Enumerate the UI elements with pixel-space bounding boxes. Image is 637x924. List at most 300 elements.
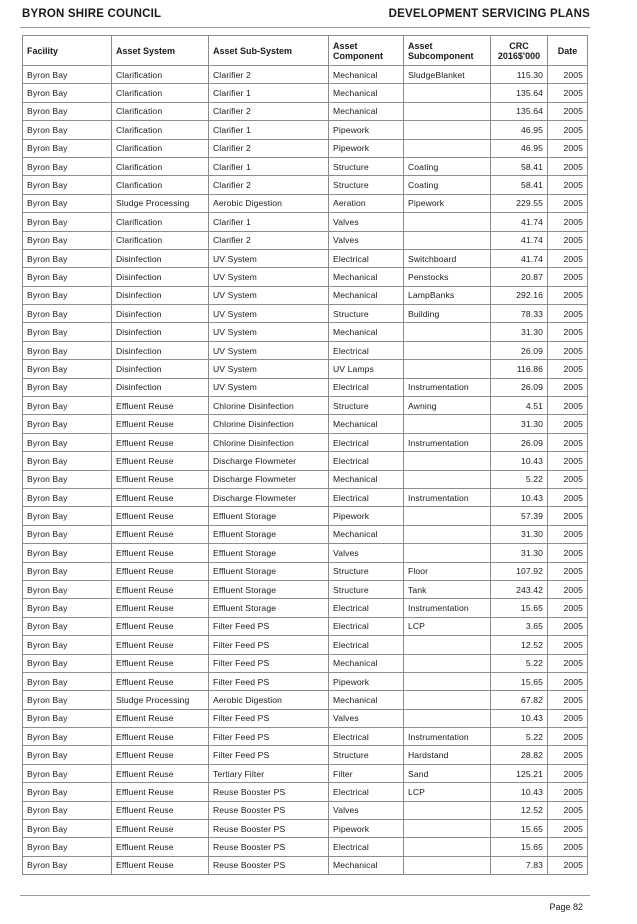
- table-cell: Mechanical: [329, 856, 404, 874]
- table-cell: Disinfection: [112, 360, 209, 378]
- table-cell: 2005: [548, 268, 588, 286]
- table-cell: UV System: [209, 378, 329, 396]
- table-cell: Byron Bay: [23, 636, 112, 654]
- table-cell: Effluent Reuse: [112, 820, 209, 838]
- table-cell: Byron Bay: [23, 856, 112, 874]
- table-cell: 2005: [548, 194, 588, 212]
- table-cell: Effluent Reuse: [112, 746, 209, 764]
- table-row: [23, 433, 588, 451]
- table-cell: Clarification: [112, 176, 209, 194]
- table-cell: Pipework: [329, 672, 404, 690]
- table-cell: Effluent Reuse: [112, 672, 209, 690]
- table-cell: Effluent Reuse: [112, 617, 209, 635]
- table-cell: Effluent Reuse: [112, 709, 209, 727]
- table-cell: 2005: [548, 599, 588, 617]
- table-cell: Reuse Booster PS: [209, 801, 329, 819]
- table-cell: Filter Feed PS: [209, 636, 329, 654]
- table-cell: 292.16: [491, 286, 548, 304]
- table-cell: Effluent Reuse: [112, 636, 209, 654]
- table-cell: Byron Bay: [23, 746, 112, 764]
- table-cell: Chlorine Disinfection: [209, 397, 329, 415]
- table-cell: [404, 341, 491, 359]
- table-cell: Effluent Reuse: [112, 599, 209, 617]
- page-number: Page 82: [549, 902, 583, 912]
- table-cell: Discharge Flowmeter: [209, 470, 329, 488]
- table-cell: Aerobic Digestion: [209, 194, 329, 212]
- table-cell: Byron Bay: [23, 360, 112, 378]
- table-cell: 2005: [548, 728, 588, 746]
- table-cell: [404, 470, 491, 488]
- table-cell: Electrical: [329, 341, 404, 359]
- table-cell: Tank: [404, 580, 491, 598]
- table-cell: Sand: [404, 764, 491, 782]
- table-cell: 2005: [548, 764, 588, 782]
- table-cell: 107.92: [491, 562, 548, 580]
- table-cell: 2005: [548, 525, 588, 543]
- table-cell: UV System: [209, 360, 329, 378]
- table-cell: 41.74: [491, 213, 548, 231]
- table-cell: UV System: [209, 341, 329, 359]
- table-cell: Valves: [329, 801, 404, 819]
- table-cell: [404, 139, 491, 157]
- table-cell: Effluent Reuse: [112, 544, 209, 562]
- table-cell: Mechanical: [329, 525, 404, 543]
- table-cell: 2005: [548, 801, 588, 819]
- table-cell: [404, 856, 491, 874]
- table-cell: 2005: [548, 617, 588, 635]
- table-cell: 12.52: [491, 636, 548, 654]
- table-row: [23, 341, 588, 359]
- table-cell: Byron Bay: [23, 801, 112, 819]
- table-cell: Byron Bay: [23, 341, 112, 359]
- table-cell: Electrical: [329, 636, 404, 654]
- table-cell: Byron Bay: [23, 213, 112, 231]
- table-cell: Aerobic Digestion: [209, 691, 329, 709]
- table-cell: Byron Bay: [23, 544, 112, 562]
- table-row: [23, 488, 588, 506]
- table-cell: 2005: [548, 305, 588, 323]
- table-cell: 2005: [548, 249, 588, 267]
- table-cell: 5.22: [491, 654, 548, 672]
- table-cell: Byron Bay: [23, 157, 112, 175]
- table-cell: Byron Bay: [23, 249, 112, 267]
- table-cell: 243.42: [491, 580, 548, 598]
- table-cell: Electrical: [329, 378, 404, 396]
- table-cell: 7.83: [491, 856, 548, 874]
- table-cell: Byron Bay: [23, 838, 112, 856]
- table-cell: Effluent Reuse: [112, 488, 209, 506]
- table-cell: Mechanical: [329, 470, 404, 488]
- table-cell: [404, 525, 491, 543]
- table-row: [23, 580, 588, 598]
- table-cell: Sludge Processing: [112, 194, 209, 212]
- table-cell: Mechanical: [329, 268, 404, 286]
- council-name: BYRON SHIRE COUNCIL: [22, 8, 162, 20]
- table-cell: Byron Bay: [23, 139, 112, 157]
- table-cell: [404, 415, 491, 433]
- table-row: [23, 194, 588, 212]
- table-cell: 2005: [548, 378, 588, 396]
- column-header: Asset Sub-System: [209, 36, 329, 66]
- table-cell: Effluent Reuse: [112, 654, 209, 672]
- table-cell: Disinfection: [112, 286, 209, 304]
- table-cell: Byron Bay: [23, 268, 112, 286]
- table-cell: Reuse Booster PS: [209, 838, 329, 856]
- table-cell: 31.30: [491, 544, 548, 562]
- table-row: [23, 507, 588, 525]
- table-cell: Instrumentation: [404, 728, 491, 746]
- table-cell: Building: [404, 305, 491, 323]
- table-cell: Sludge Processing: [112, 691, 209, 709]
- table-cell: Effluent Storage: [209, 599, 329, 617]
- table-cell: 2005: [548, 323, 588, 341]
- table-cell: Byron Bay: [23, 728, 112, 746]
- table-cell: 2005: [548, 544, 588, 562]
- table-cell: Byron Bay: [23, 709, 112, 727]
- table-cell: Byron Bay: [23, 415, 112, 433]
- table-row: [23, 415, 588, 433]
- table-row: [23, 286, 588, 304]
- table-row: [23, 470, 588, 488]
- table-cell: [404, 691, 491, 709]
- table-row: [23, 820, 588, 838]
- table-body: [23, 66, 588, 875]
- table-cell: 2005: [548, 286, 588, 304]
- table-cell: Electrical: [329, 783, 404, 801]
- table-cell: Effluent Reuse: [112, 525, 209, 543]
- table-cell: 116.86: [491, 360, 548, 378]
- table-cell: 2005: [548, 691, 588, 709]
- table-cell: Clarification: [112, 231, 209, 249]
- table-cell: 41.74: [491, 231, 548, 249]
- table-cell: Clarifier 2: [209, 139, 329, 157]
- table-cell: [404, 709, 491, 727]
- table-cell: 2005: [548, 654, 588, 672]
- table-cell: Structure: [329, 562, 404, 580]
- table-cell: Byron Bay: [23, 397, 112, 415]
- table-cell: Reuse Booster PS: [209, 856, 329, 874]
- table-cell: [404, 672, 491, 690]
- table-row: [23, 397, 588, 415]
- table-cell: Byron Bay: [23, 764, 112, 782]
- table-cell: Coating: [404, 157, 491, 175]
- table-cell: Byron Bay: [23, 691, 112, 709]
- column-header: Asset System: [112, 36, 209, 66]
- table-cell: Electrical: [329, 728, 404, 746]
- table-cell: 2005: [548, 213, 588, 231]
- table-cell: Byron Bay: [23, 470, 112, 488]
- table-cell: Structure: [329, 305, 404, 323]
- table-cell: 2005: [548, 709, 588, 727]
- table-cell: Byron Bay: [23, 231, 112, 249]
- table-cell: Disinfection: [112, 268, 209, 286]
- table-cell: Effluent Reuse: [112, 728, 209, 746]
- table-cell: 41.74: [491, 249, 548, 267]
- table-cell: 12.52: [491, 801, 548, 819]
- table-cell: Electrical: [329, 433, 404, 451]
- table-cell: Discharge Flowmeter: [209, 488, 329, 506]
- table-cell: 15.65: [491, 672, 548, 690]
- table-cell: 31.30: [491, 415, 548, 433]
- table-row: [23, 452, 588, 470]
- table-cell: 115.30: [491, 66, 548, 84]
- table-cell: Byron Bay: [23, 305, 112, 323]
- table-cell: Electrical: [329, 249, 404, 267]
- table-cell: Effluent Reuse: [112, 433, 209, 451]
- table-cell: Disinfection: [112, 323, 209, 341]
- table-cell: Switchboard: [404, 249, 491, 267]
- table-cell: Filter Feed PS: [209, 672, 329, 690]
- table-cell: Clarification: [112, 121, 209, 139]
- table-cell: 2005: [548, 580, 588, 598]
- table-cell: Effluent Storage: [209, 507, 329, 525]
- table-row: [23, 783, 588, 801]
- table-cell: 10.43: [491, 488, 548, 506]
- table-cell: Byron Bay: [23, 323, 112, 341]
- table-cell: UV System: [209, 268, 329, 286]
- table-row: [23, 249, 588, 267]
- table-cell: 5.22: [491, 728, 548, 746]
- table-cell: UV System: [209, 286, 329, 304]
- table-cell: Clarification: [112, 139, 209, 157]
- table-row: [23, 121, 588, 139]
- table-cell: Byron Bay: [23, 84, 112, 102]
- table-cell: 2005: [548, 746, 588, 764]
- table-row: [23, 764, 588, 782]
- table-cell: Disinfection: [112, 249, 209, 267]
- table-cell: 135.64: [491, 102, 548, 120]
- table-cell: Chlorine Disinfection: [209, 433, 329, 451]
- table-cell: LCP: [404, 783, 491, 801]
- table-cell: Tertiary Filter: [209, 764, 329, 782]
- column-header: Asset Subcomponent: [404, 36, 491, 66]
- table-cell: Mechanical: [329, 323, 404, 341]
- table-cell: Structure: [329, 397, 404, 415]
- table-cell: 2005: [548, 507, 588, 525]
- table-cell: 26.09: [491, 378, 548, 396]
- table-cell: Filter Feed PS: [209, 728, 329, 746]
- table-cell: 15.65: [491, 820, 548, 838]
- table-cell: Hardstand: [404, 746, 491, 764]
- table-cell: 28.82: [491, 746, 548, 764]
- table-cell: Instrumentation: [404, 433, 491, 451]
- table-cell: 2005: [548, 84, 588, 102]
- column-header: Facility: [23, 36, 112, 66]
- table-row: [23, 305, 588, 323]
- table-cell: Electrical: [329, 488, 404, 506]
- table-cell: Mechanical: [329, 654, 404, 672]
- table-cell: [404, 213, 491, 231]
- table-cell: Filter Feed PS: [209, 617, 329, 635]
- table-cell: [404, 452, 491, 470]
- table-cell: Reuse Booster PS: [209, 783, 329, 801]
- table-cell: Filter Feed PS: [209, 654, 329, 672]
- table-cell: [404, 84, 491, 102]
- table-cell: Effluent Storage: [209, 562, 329, 580]
- table-cell: 2005: [548, 341, 588, 359]
- table-row: [23, 728, 588, 746]
- table-cell: Effluent Reuse: [112, 838, 209, 856]
- table-cell: Pipework: [329, 507, 404, 525]
- table-row: [23, 599, 588, 617]
- table-cell: Filter Feed PS: [209, 746, 329, 764]
- column-header: Date: [548, 36, 588, 66]
- table-cell: 31.30: [491, 323, 548, 341]
- table-cell: 67.82: [491, 691, 548, 709]
- table-cell: Byron Bay: [23, 672, 112, 690]
- table-cell: Disinfection: [112, 341, 209, 359]
- table-cell: Valves: [329, 213, 404, 231]
- table-row: [23, 84, 588, 102]
- table-cell: Effluent Reuse: [112, 452, 209, 470]
- table-cell: Coating: [404, 176, 491, 194]
- table-cell: Mechanical: [329, 84, 404, 102]
- table-cell: [404, 121, 491, 139]
- table-cell: Filter Feed PS: [209, 709, 329, 727]
- table-row: [23, 672, 588, 690]
- table-cell: 2005: [548, 102, 588, 120]
- table-cell: 78.33: [491, 305, 548, 323]
- table-cell: Byron Bay: [23, 617, 112, 635]
- table-cell: 2005: [548, 415, 588, 433]
- footer-divider: [20, 895, 590, 896]
- table-row: [23, 856, 588, 874]
- table-cell: Structure: [329, 176, 404, 194]
- table-cell: Byron Bay: [23, 102, 112, 120]
- table-cell: 5.22: [491, 470, 548, 488]
- table-cell: Byron Bay: [23, 654, 112, 672]
- table-cell: Clarifier 2: [209, 102, 329, 120]
- table-cell: LampBanks: [404, 286, 491, 304]
- table-row: [23, 617, 588, 635]
- table-cell: 2005: [548, 66, 588, 84]
- column-header: CRC 2016$'000: [491, 36, 548, 66]
- table-cell: Byron Bay: [23, 66, 112, 84]
- table-row: [23, 544, 588, 562]
- table-cell: 2005: [548, 562, 588, 580]
- table-row: [23, 838, 588, 856]
- table-cell: UV System: [209, 249, 329, 267]
- table-cell: [404, 323, 491, 341]
- table-cell: Aeration: [329, 194, 404, 212]
- table-cell: Byron Bay: [23, 820, 112, 838]
- table-row: [23, 562, 588, 580]
- table-cell: Clarifier 2: [209, 231, 329, 249]
- table-row: [23, 360, 588, 378]
- table-cell: Awning: [404, 397, 491, 415]
- table-cell: Structure: [329, 746, 404, 764]
- table-cell: Byron Bay: [23, 286, 112, 304]
- table-cell: 15.65: [491, 838, 548, 856]
- table-row: [23, 213, 588, 231]
- table-cell: 229.55: [491, 194, 548, 212]
- table-cell: Effluent Reuse: [112, 397, 209, 415]
- table-cell: Clarifier 1: [209, 121, 329, 139]
- table-cell: 2005: [548, 470, 588, 488]
- table-cell: [404, 544, 491, 562]
- table-cell: Instrumentation: [404, 378, 491, 396]
- table-cell: Effluent Reuse: [112, 764, 209, 782]
- table-cell: 2005: [548, 360, 588, 378]
- table-cell: Byron Bay: [23, 507, 112, 525]
- table-cell: Effluent Reuse: [112, 580, 209, 598]
- table-cell: 2005: [548, 157, 588, 175]
- table-cell: UV Lamps: [329, 360, 404, 378]
- table-cell: [404, 360, 491, 378]
- table-cell: Instrumentation: [404, 599, 491, 617]
- table-row: [23, 525, 588, 543]
- table-cell: Effluent Reuse: [112, 415, 209, 433]
- table-cell: Valves: [329, 544, 404, 562]
- table-cell: Byron Bay: [23, 121, 112, 139]
- table-cell: 2005: [548, 433, 588, 451]
- table-header-row: [23, 36, 588, 66]
- table-cell: Byron Bay: [23, 176, 112, 194]
- table-cell: Effluent Storage: [209, 544, 329, 562]
- table-cell: [404, 507, 491, 525]
- table-cell: 125.21: [491, 764, 548, 782]
- table-cell: Electrical: [329, 599, 404, 617]
- table-row: [23, 709, 588, 727]
- table-cell: Mechanical: [329, 286, 404, 304]
- table-cell: Mechanical: [329, 415, 404, 433]
- table-cell: Effluent Reuse: [112, 783, 209, 801]
- document-title: DEVELOPMENT SERVICING PLANS: [388, 8, 590, 20]
- table-cell: Byron Bay: [23, 452, 112, 470]
- table-cell: Penstocks: [404, 268, 491, 286]
- table-cell: 26.09: [491, 341, 548, 359]
- table-cell: 10.43: [491, 783, 548, 801]
- table-cell: Valves: [329, 231, 404, 249]
- table-cell: Effluent Reuse: [112, 856, 209, 874]
- table-row: [23, 654, 588, 672]
- table-row: [23, 157, 588, 175]
- table-cell: Structure: [329, 580, 404, 598]
- table-cell: Clarifier 2: [209, 176, 329, 194]
- table-cell: 135.64: [491, 84, 548, 102]
- table-cell: [404, 838, 491, 856]
- table-cell: Effluent Reuse: [112, 470, 209, 488]
- table-cell: [404, 102, 491, 120]
- table-cell: 2005: [548, 672, 588, 690]
- table-cell: Byron Bay: [23, 488, 112, 506]
- table-cell: Clarification: [112, 157, 209, 175]
- table-cell: 10.43: [491, 709, 548, 727]
- table-cell: 58.41: [491, 176, 548, 194]
- table-cell: Byron Bay: [23, 599, 112, 617]
- table-cell: 2005: [548, 820, 588, 838]
- table-row: [23, 636, 588, 654]
- table-cell: Clarification: [112, 66, 209, 84]
- table-cell: Reuse Booster PS: [209, 820, 329, 838]
- table-cell: LCP: [404, 617, 491, 635]
- table-cell: Clarifier 1: [209, 84, 329, 102]
- table-cell: Structure: [329, 157, 404, 175]
- table-cell: 2005: [548, 397, 588, 415]
- table-cell: Clarifier 2: [209, 66, 329, 84]
- table-row: [23, 801, 588, 819]
- table-cell: Byron Bay: [23, 580, 112, 598]
- table-cell: 46.95: [491, 139, 548, 157]
- table-cell: 2005: [548, 856, 588, 874]
- table-cell: Effluent Storage: [209, 525, 329, 543]
- table-cell: 46.95: [491, 121, 548, 139]
- table-cell: Electrical: [329, 617, 404, 635]
- table-cell: Clarifier 1: [209, 213, 329, 231]
- table-cell: Mechanical: [329, 102, 404, 120]
- table-cell: 2005: [548, 783, 588, 801]
- table-cell: [404, 654, 491, 672]
